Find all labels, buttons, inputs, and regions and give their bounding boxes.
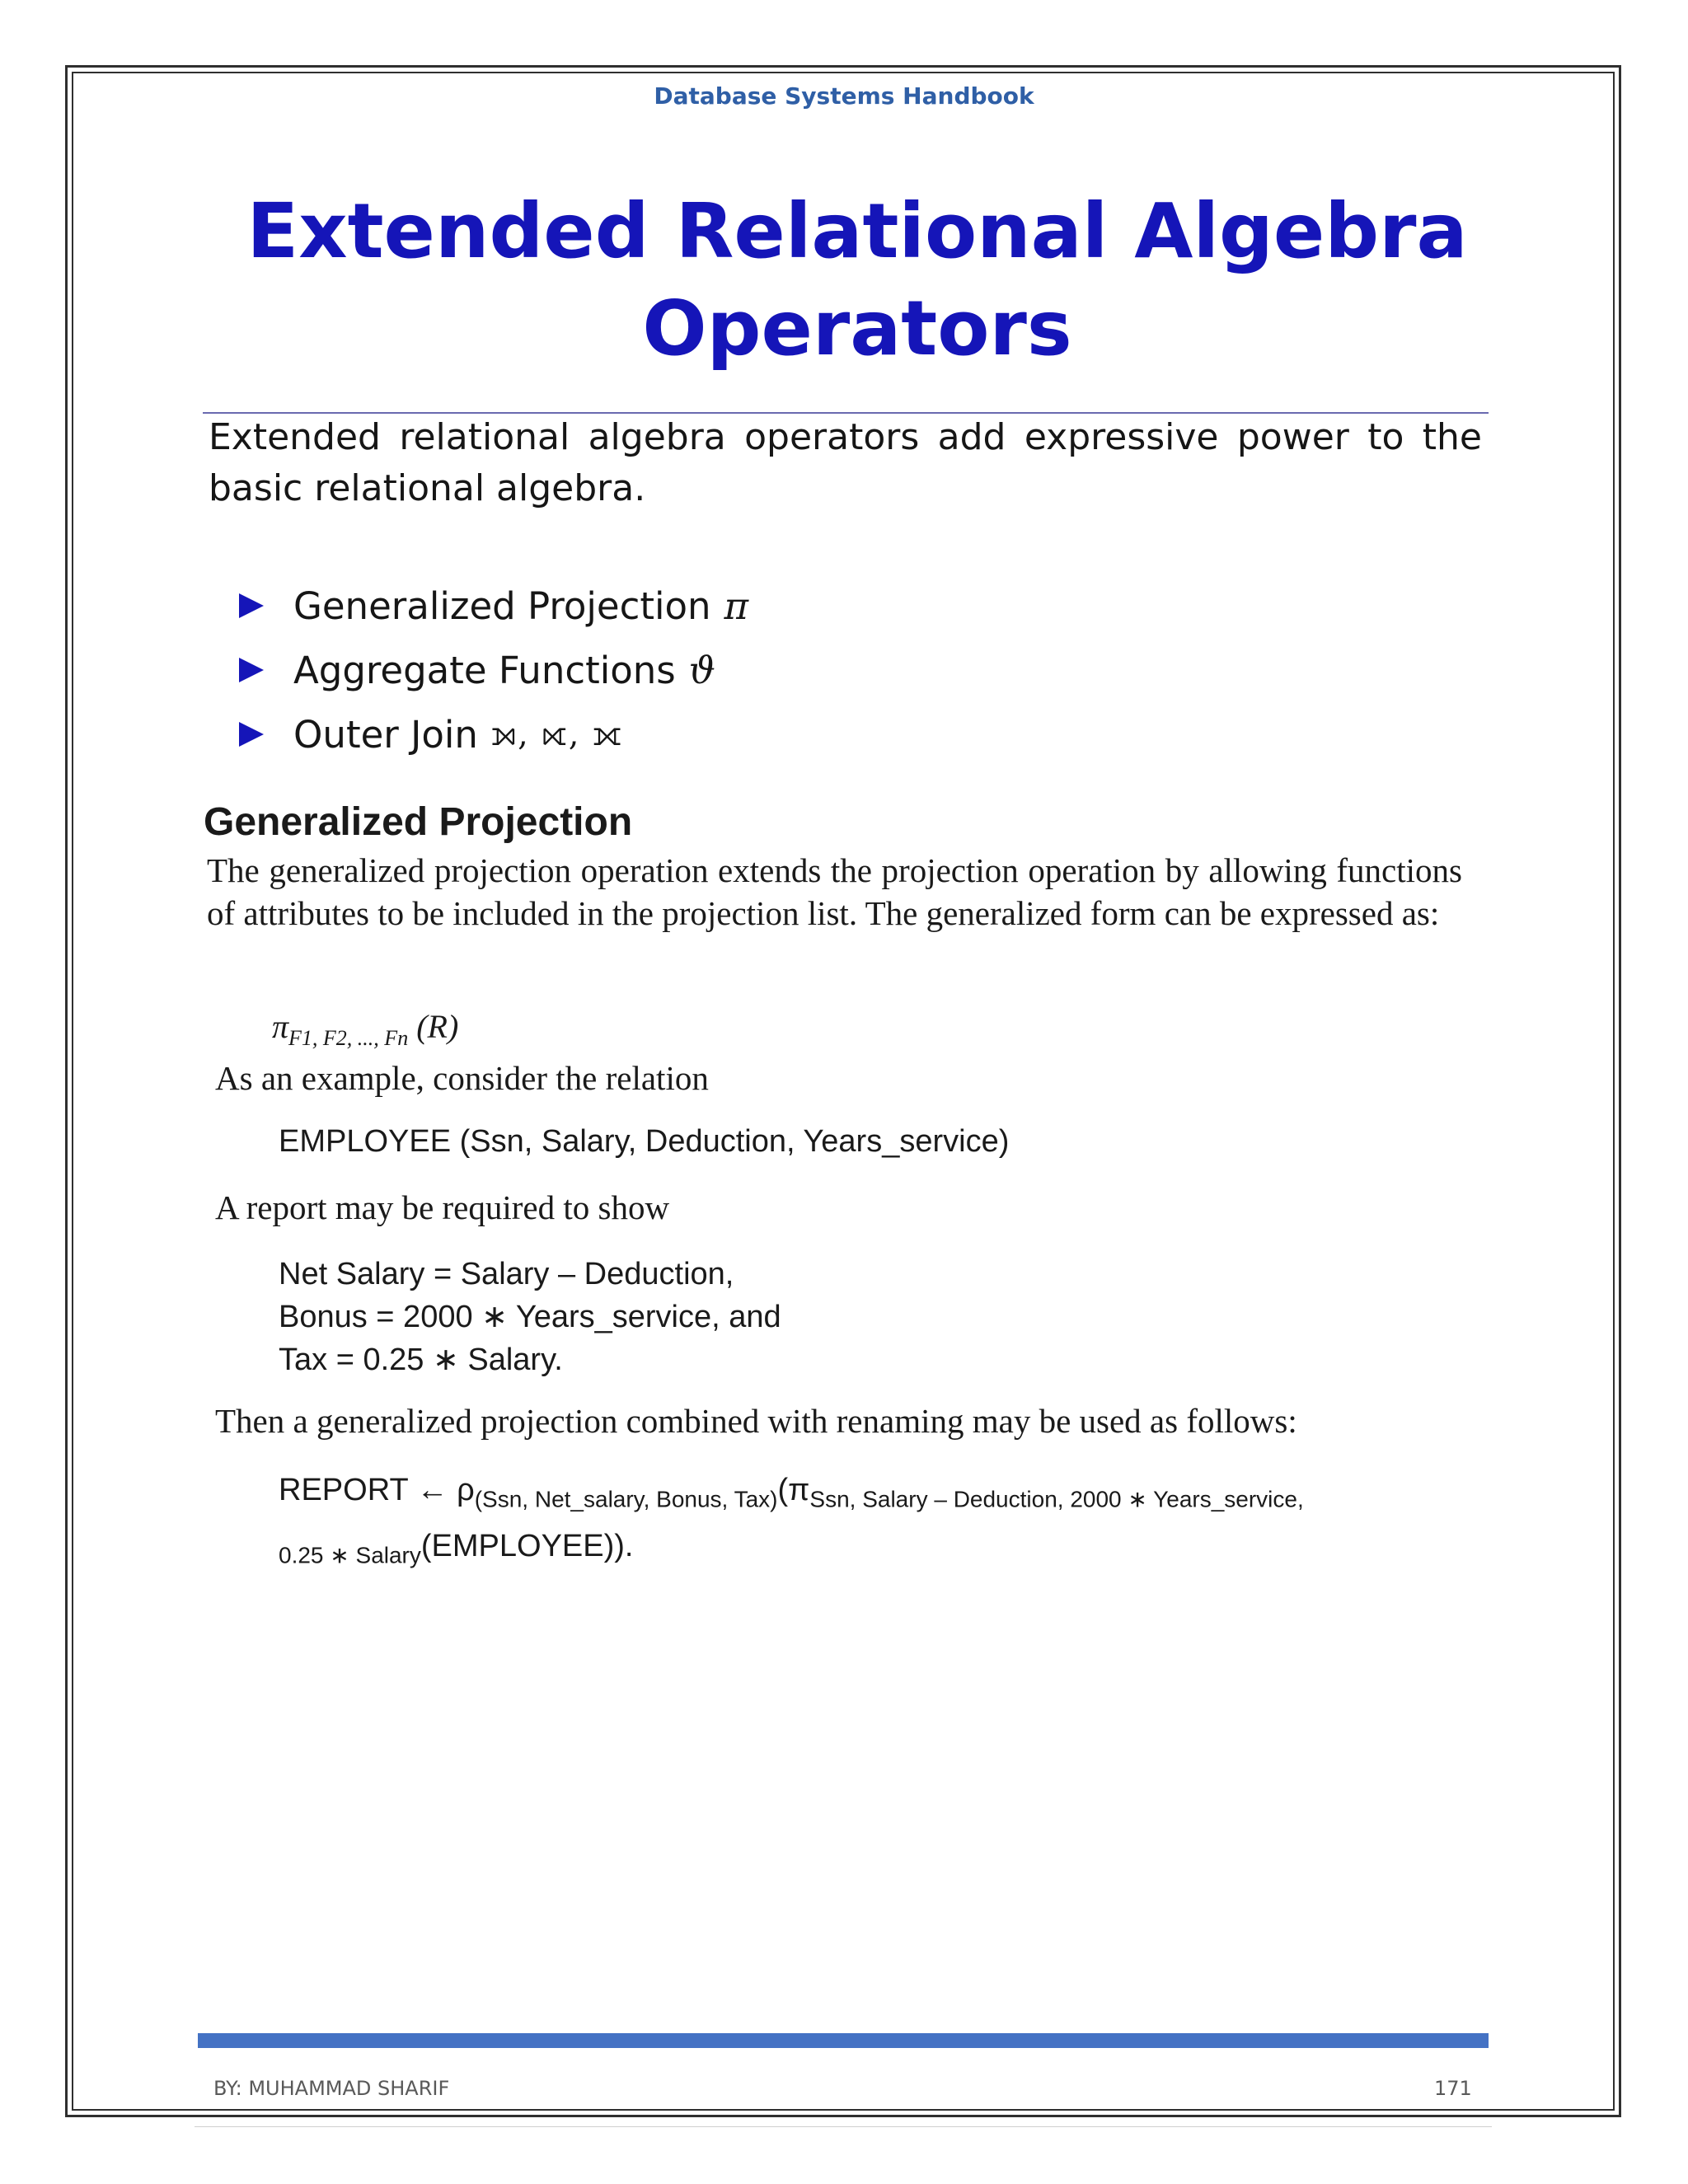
triangle-bullet-icon — [239, 658, 264, 682]
section-heading: Generalized Projection — [204, 800, 633, 844]
pi-open: (π — [777, 1473, 810, 1507]
projection-list-subscript: F1, F2, ..., Fn — [288, 1026, 409, 1050]
bottom-rule — [195, 2126, 1492, 2127]
bullet-outer-join — [239, 702, 748, 766]
example-intro: As an example, consider the relation — [215, 1059, 709, 1097]
then-line: Then a generalized projection combined with renaming may be used as follows: — [215, 1402, 1297, 1440]
theta-symbol: ϑ — [688, 648, 715, 692]
pi-symbol: π — [272, 1008, 289, 1045]
report-intro: A report may be required to show — [215, 1188, 670, 1226]
rename-subscript: (Ssn, Net_salary, Bonus, Tax) — [474, 1486, 778, 1512]
running-header: Database Systems Handbook — [654, 82, 1034, 110]
bullet-aggregate-functions — [239, 638, 748, 702]
generalized-projection-paragraph: The generalized projection operation extends the projection operation by allowing functions of attributes to be included in the projection list. The generalized form can be expressed as: — [207, 851, 1462, 932]
report-definitions — [279, 1253, 781, 1381]
projection-subscript-line-1: Ssn, Salary – Deduction, 2000 ∗ Years_service, — [809, 1486, 1304, 1512]
slide-title — [198, 183, 1517, 377]
bullet-label: Outer Join — [293, 712, 478, 757]
footer-bar — [198, 2033, 1489, 2048]
bonus-definition: Bonus = 2000 ∗ Years_service, and — [279, 1300, 781, 1334]
relation-argument: (R) — [416, 1008, 459, 1045]
report-lhs: REPORT ← ρ — [279, 1473, 475, 1507]
report-formula — [279, 1467, 1515, 1578]
report-tail: (EMPLOYEE)). — [420, 1528, 634, 1563]
projection-subscript-line-2: 0.25 ∗ Salary — [279, 1542, 421, 1568]
slide-title-line-1: Extended Relational Algebra — [246, 187, 1468, 275]
bullet-label: Aggregate Functions — [293, 648, 676, 692]
outer-join-symbols: ⟕, ⟖, ⟗ — [490, 715, 624, 753]
tax-definition: Tax = 0.25 ∗ Salary. — [279, 1343, 563, 1377]
pi-symbol: π — [724, 583, 749, 628]
slide-title-line-2: Operators — [642, 284, 1072, 373]
bullet-generalized-projection — [239, 574, 748, 638]
operator-bullet-list — [239, 574, 748, 766]
intro-paragraph: Extended relational algebra operators add expressive power to the basic relational algebra. — [209, 416, 1482, 509]
net-salary-definition: Net Salary = Salary – Deduction, — [279, 1257, 734, 1291]
general-form-formula — [272, 1007, 458, 1051]
footer-author: BY: MUHAMMAD SHARIF — [213, 2077, 450, 2100]
employee-relation-schema: EMPLOYEE (Ssn, Salary, Deduction, Years_service) — [279, 1124, 1010, 1159]
triangle-bullet-icon — [239, 593, 264, 618]
bullet-label: Generalized Projection — [293, 583, 711, 628]
triangle-bullet-icon — [239, 722, 264, 747]
page-number: 171 — [1434, 2077, 1472, 2100]
